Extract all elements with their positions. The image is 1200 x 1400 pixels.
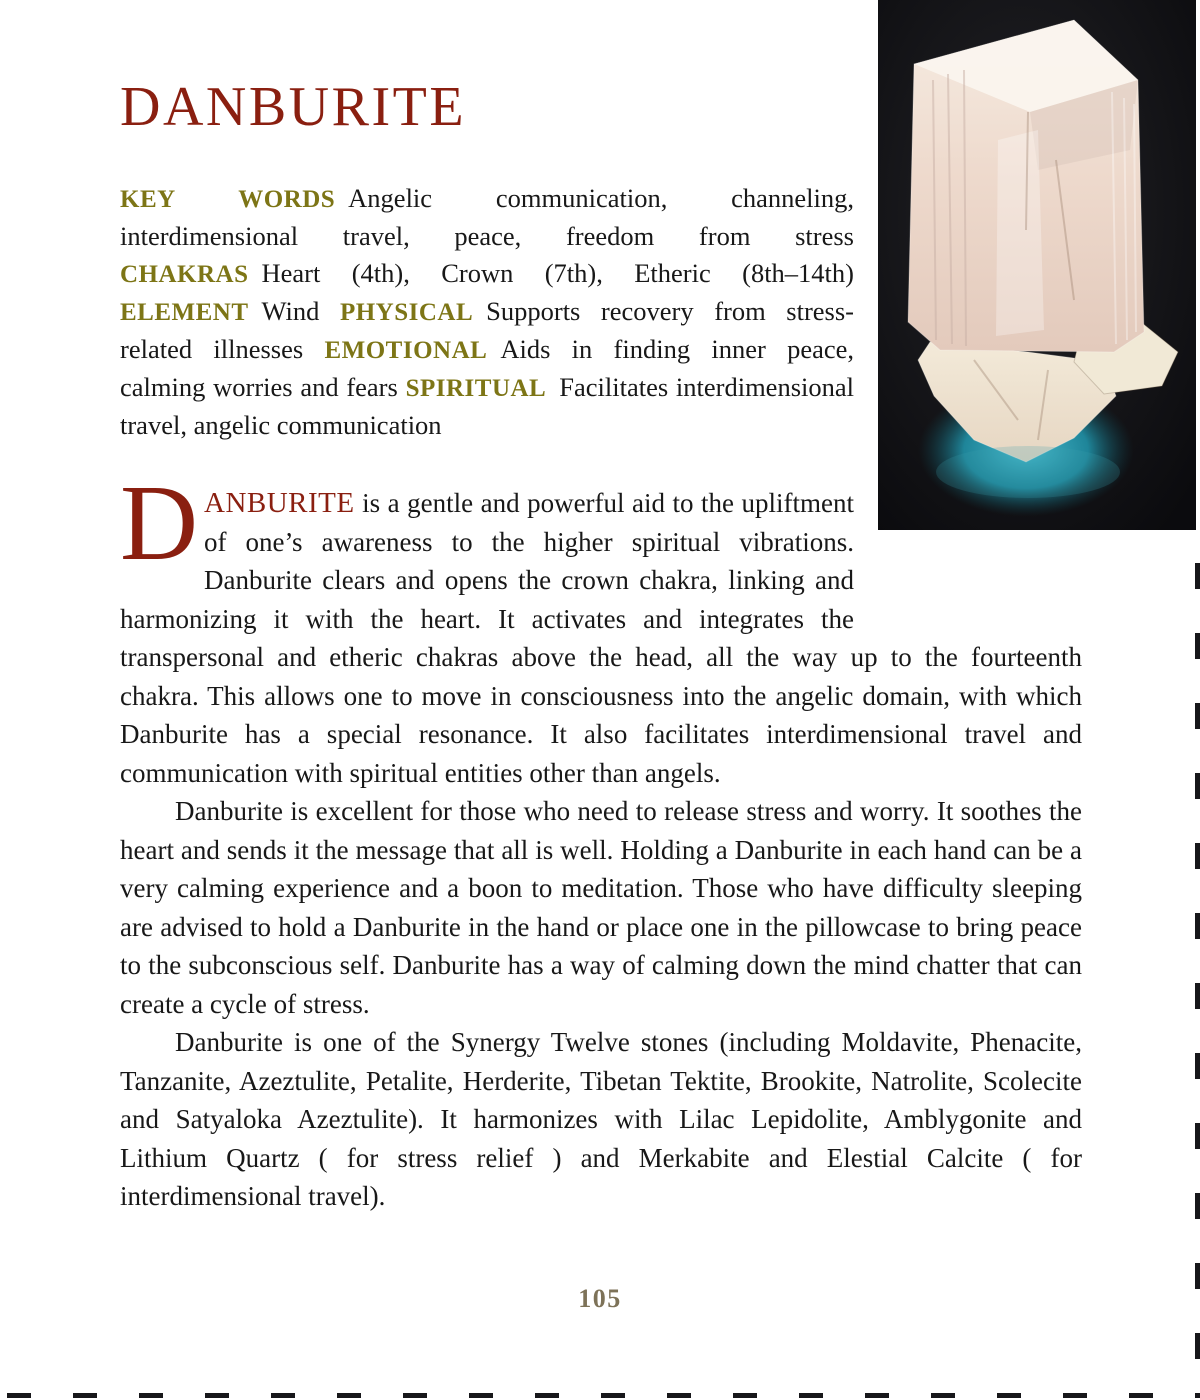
property-label-emotional: EMOTIONAL bbox=[324, 337, 488, 364]
photo-float-spacer bbox=[854, 78, 1082, 634]
page-number: 105 bbox=[578, 1284, 622, 1313]
property-text-key-words: Angelic communication, channeling, interdimensional travel, peace, freedom from stress bbox=[120, 183, 854, 251]
bottom-dashed-border bbox=[7, 1393, 1200, 1398]
paragraph-2: Danburite is excellent for those who need to release stress and worry. It soothes the heart and sends it the message that all is well. Holding a Danburite in each hand can be a very calming experience and a boon to meditation. Those who have difficulty sleeping are advised to hold a Danburite in the hand or place one in the pillowcase to bring peace to the subconscious self. Danburite has a way of calming down the mind chatter that can create a cycle of stress. bbox=[120, 796, 1082, 1019]
property-text-element: Wind bbox=[261, 296, 320, 326]
property-text-spiritual: Facilitates interdimensional travel, angelic communication bbox=[120, 372, 854, 440]
property-label-spiritual: SPIRITUAL bbox=[405, 375, 547, 402]
page-content bbox=[0, 78, 1200, 1216]
property-label-physical: PHYSICAL bbox=[339, 299, 474, 326]
property-key-words bbox=[120, 183, 854, 251]
property-text-physical: Supports recovery from stress-related illnesses bbox=[120, 296, 854, 364]
page-title: DANBURITE bbox=[120, 76, 467, 138]
property-element bbox=[120, 296, 319, 326]
property-chakras bbox=[120, 258, 854, 288]
lead-word-caps: ANBURITE bbox=[204, 487, 355, 519]
property-text-chakras: Heart (4th), Crown (7th), Etheric (8th–14th) bbox=[261, 258, 854, 288]
property-label-key-words: KEY WORDS bbox=[120, 186, 336, 213]
property-label-element: ELEMENT bbox=[120, 299, 249, 326]
property-label-chakras: CHAKRAS bbox=[120, 261, 249, 288]
paragraph-3: Danburite is one of the Synergy Twelve stones (including Moldavite, Phenacite, Tanzanite, Azeztulite, Petalite, Herderite, Tibetan Tektite, Brookite, Natrolite, Scolecite and Satyaloka Azeztulite). It harmonizes with Lilac Lepidolite, Amblygonite and Lithium Quartz ( for stress relief ) and Merkabite and Elestial Calcite ( for interdimensional travel). bbox=[120, 1027, 1082, 1211]
paragraph-1-text: is a gentle and powerful aid to the upliftment of one’s awareness to the higher spiritual vibrations. Danburite clears and opens the crown chakra, linking and harmonizing it with the heart. It activates and integrates the transpersonal and etheric chakras above the head, all the way up to the fourteenth chakra. This allows one to move in consciousness into the angelic domain, with which Danburite has a special resonance. It also facilitates interdimensional travel and communication with spiritual entities other than angels. bbox=[120, 488, 1082, 788]
property-text-emotional: Aids in finding inner peace, calming worries and fears bbox=[120, 334, 855, 402]
drop-cap: D bbox=[120, 464, 198, 583]
right-dashed-border bbox=[1195, 563, 1200, 1390]
